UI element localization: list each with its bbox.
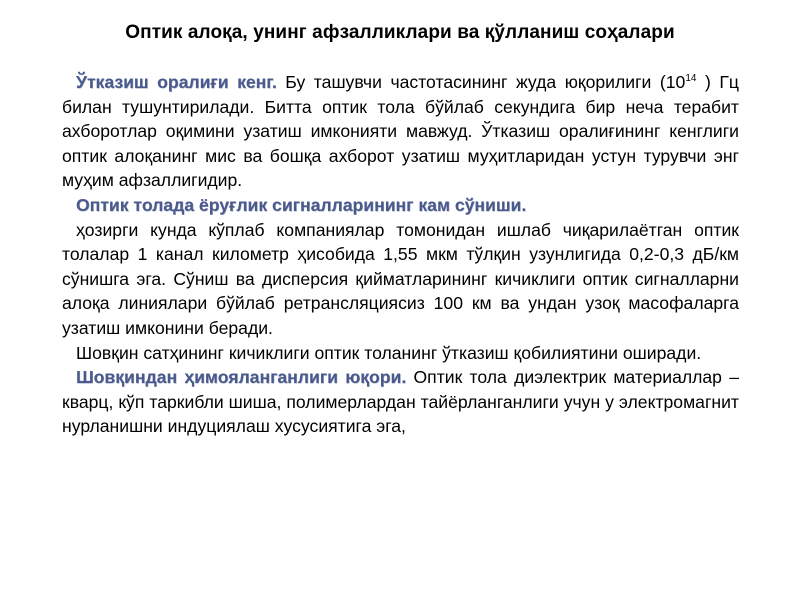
paragraph-noise xyxy=(62,341,739,366)
paragraph-immunity xyxy=(62,365,739,439)
noise-text: Шовқин сатҳининг кичиклиги оптик толанинг ўтказиш қобилиятини оширади. xyxy=(76,342,702,363)
paragraph-bandwidth xyxy=(62,70,739,193)
paragraph-attenuation xyxy=(62,218,739,341)
paragraph-attenuation-heading xyxy=(62,193,739,218)
immunity-heading: Шовқиндан ҳимояланганлиги юқори. xyxy=(76,367,407,388)
attenuation-heading: Оптик толада ёруғлик сигналларининг кам сўниши. xyxy=(76,194,527,215)
attenuation-text: ҳозирги кунда кўплаб компаниялар томонидан ишлаб чиқарилаётган оптик толалар 1 канал километр ҳисобида 1,55 мкм тўлқин узунлигида 0,2-0,3 дБ/км сўнишга эга. Сўниш ва дисперсия қийматларининг кичиклиги оптик сигналларни алоқа линиялари бўйлаб ретрансляциясиз 100 км ва ундан узоқ масофаларга узатиш имконини беради. xyxy=(62,219,739,338)
immunity-text: Оптик тола диэлектрик материаллар – кварц, кўп таркибли шиша, полимерлардан тайёрланганлиги учун у электромагнит нурланишни индуциялаш хусусиятига эга, xyxy=(62,367,739,437)
slide-body xyxy=(62,70,739,439)
slide-title: Оптик алоқа, унинг афзалликлари ва қўлланиш соҳалари xyxy=(125,22,675,43)
bandwidth-text-1: Бу ташувчи частотасининг жуда юқорилиги (10 xyxy=(276,72,686,92)
bandwidth-heading: Ўтказиш оралиғи кенг. xyxy=(76,72,277,92)
bandwidth-exponent: 14 xyxy=(685,73,697,84)
bandwidth-text-2: ) Гц билан тушунтирилади. Битта оптик тола бўйлаб секундига бир неча терабит ахборотлар оқимини узатиш имконияти мавжуд. Ўтказиш оралиғининг кенглиги оптик алоқанинг мис ва бошқа ахборот узатиш муҳитларидан устун турувчи энг муҳим афзаллигидир. xyxy=(62,72,739,191)
